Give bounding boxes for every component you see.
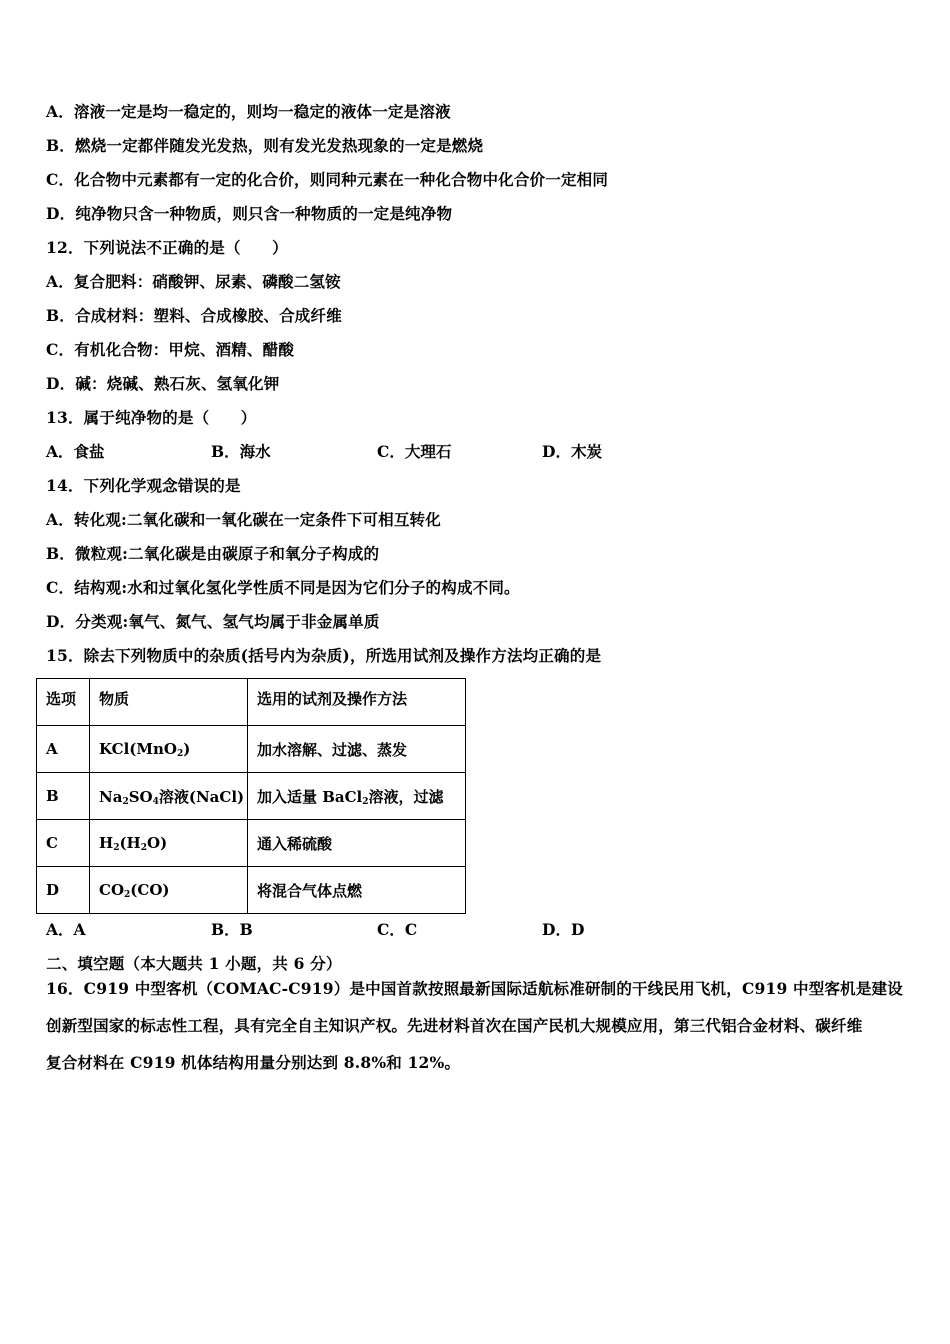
q13-option-c: C．大理石 xyxy=(377,442,452,461)
row-substance xyxy=(90,726,248,773)
section2-title: 二、填空题（本大题共 1 小题，共 6 分） xyxy=(46,954,342,973)
formula-subscript: 2 xyxy=(362,796,369,807)
formula-part: 溶液(NaCl) xyxy=(158,787,245,806)
q12-option-c: C．有机化合物：甲烷、酒精、醋酸 xyxy=(46,340,295,359)
formula-subscript: 2 xyxy=(140,842,147,853)
formula-part: ) xyxy=(183,739,191,758)
header-substance: 物质 xyxy=(90,679,248,726)
row-option: A xyxy=(37,726,90,773)
q15-options-table xyxy=(36,678,466,914)
q15-option-a: A．A xyxy=(46,920,86,939)
formula-subscript: 2 xyxy=(122,796,129,807)
row-substance xyxy=(90,773,248,820)
table-row xyxy=(37,726,466,773)
row-method xyxy=(248,726,466,773)
method-text: 通入稀硫酸 xyxy=(257,834,333,853)
method-text: 加水溶解、过滤、蒸发 xyxy=(257,740,408,759)
q12-option-d: D．碱：烧碱、熟石灰、氢氧化钾 xyxy=(46,374,280,393)
row-substance xyxy=(90,820,248,867)
q12-option-b: B．合成材料：塑料、合成橡胶、合成纤维 xyxy=(46,306,342,325)
row-method xyxy=(248,867,466,914)
q12-option-a: A．复合肥料：硝酸钾、尿素、磷酸二氢铵 xyxy=(46,272,341,291)
header-option: 选项 xyxy=(37,679,90,726)
formula-subscript: 4 xyxy=(152,796,159,807)
q14-option-b: B．微粒观:二氧化碳是由碳原子和氧分子构成的 xyxy=(46,544,380,563)
formula-subscript: 2 xyxy=(176,748,184,759)
q13-option-b: B．海水 xyxy=(211,442,271,461)
table-row xyxy=(37,820,466,867)
method-text: 加入适量 BaCl xyxy=(257,787,363,806)
method-text: 溶液，过滤 xyxy=(368,787,444,806)
q13-option-d: D．木炭 xyxy=(542,442,602,461)
formula-part: Na xyxy=(99,787,123,806)
q14-option-d: D．分类观:氧气、氮气、氢气均属于非金属单质 xyxy=(46,612,380,631)
q15-stem: 15．除去下列物质中的杂质(括号内为杂质)，所选用试剂及操作方法均正确的是 xyxy=(46,646,602,665)
q15-option-d: D．D xyxy=(542,920,585,939)
q16-line-3: 复合材料在 C919 机体结构用量分别达到 8.8%和 12%。 xyxy=(46,1053,461,1072)
formula-part: O) xyxy=(147,833,168,852)
q15-option-c: C．C xyxy=(377,920,418,939)
table-row xyxy=(37,867,466,914)
formula-part: CO xyxy=(99,880,125,899)
q14-stem: 14．下列化学观念错误的是 xyxy=(46,476,241,495)
row-option: D xyxy=(37,867,90,914)
q13-option-a: A．食盐 xyxy=(46,442,105,461)
q16-line-1: 16．C919 中型客机（COMAC-C919）是中国首款按照最新国际适航标准研制的干线民用飞机，C919 中型客机是建设 xyxy=(46,979,903,998)
row-method xyxy=(248,820,466,867)
q14-option-a: A．转化观:二氧化碳和一氧化碳在一定条件下可相互转化 xyxy=(46,510,441,529)
q12-stem: 12．下列说法不正确的是（ ） xyxy=(46,238,288,257)
q11-option-a: A．溶液一定是均一稳定的，则均一稳定的液体一定是溶液 xyxy=(46,102,451,121)
formula-subscript: 2 xyxy=(124,889,131,900)
row-substance xyxy=(90,867,248,914)
q13-stem: 13．属于纯净物的是（ ） xyxy=(46,408,257,427)
formula-part: SO xyxy=(128,787,153,806)
q11-option-c: C．化合物中元素都有一定的化合价，则同种元素在一种化合物中化合价一定相同 xyxy=(46,170,609,189)
row-option: C xyxy=(37,820,90,867)
q15-options xyxy=(46,920,746,940)
method-text: 将混合气体点燃 xyxy=(257,881,363,900)
table-row xyxy=(37,773,466,820)
q16-line-2: 创新型国家的标志性工程，具有完全自主知识产权。先进材料首次在国产民机大规模应用，第三代铝合金材料、碳纤维 xyxy=(46,1016,863,1035)
q11-option-b: B．燃烧一定都伴随发光发热，则有发光发热现象的一定是燃烧 xyxy=(46,136,484,155)
formula-part: (H xyxy=(119,833,141,852)
row-method xyxy=(248,773,466,820)
formula-part: H xyxy=(99,833,114,852)
row-option: B xyxy=(37,773,90,820)
q15-option-b: B．B xyxy=(211,920,253,939)
header-method: 选用的试剂及操作方法 xyxy=(248,679,466,726)
formula-subscript: 2 xyxy=(113,842,120,853)
q11-option-d: D．纯净物只含一种物质，则只含一种物质的一定是纯净物 xyxy=(46,204,453,223)
formula-part: KCl(MnO xyxy=(99,739,177,758)
table-header-row xyxy=(37,679,466,726)
q13-options xyxy=(46,442,746,462)
formula-part: (CO) xyxy=(130,880,170,899)
q14-option-c: C．结构观:水和过氧化氢化学性质不同是因为它们分子的构成不同。 xyxy=(46,578,520,597)
